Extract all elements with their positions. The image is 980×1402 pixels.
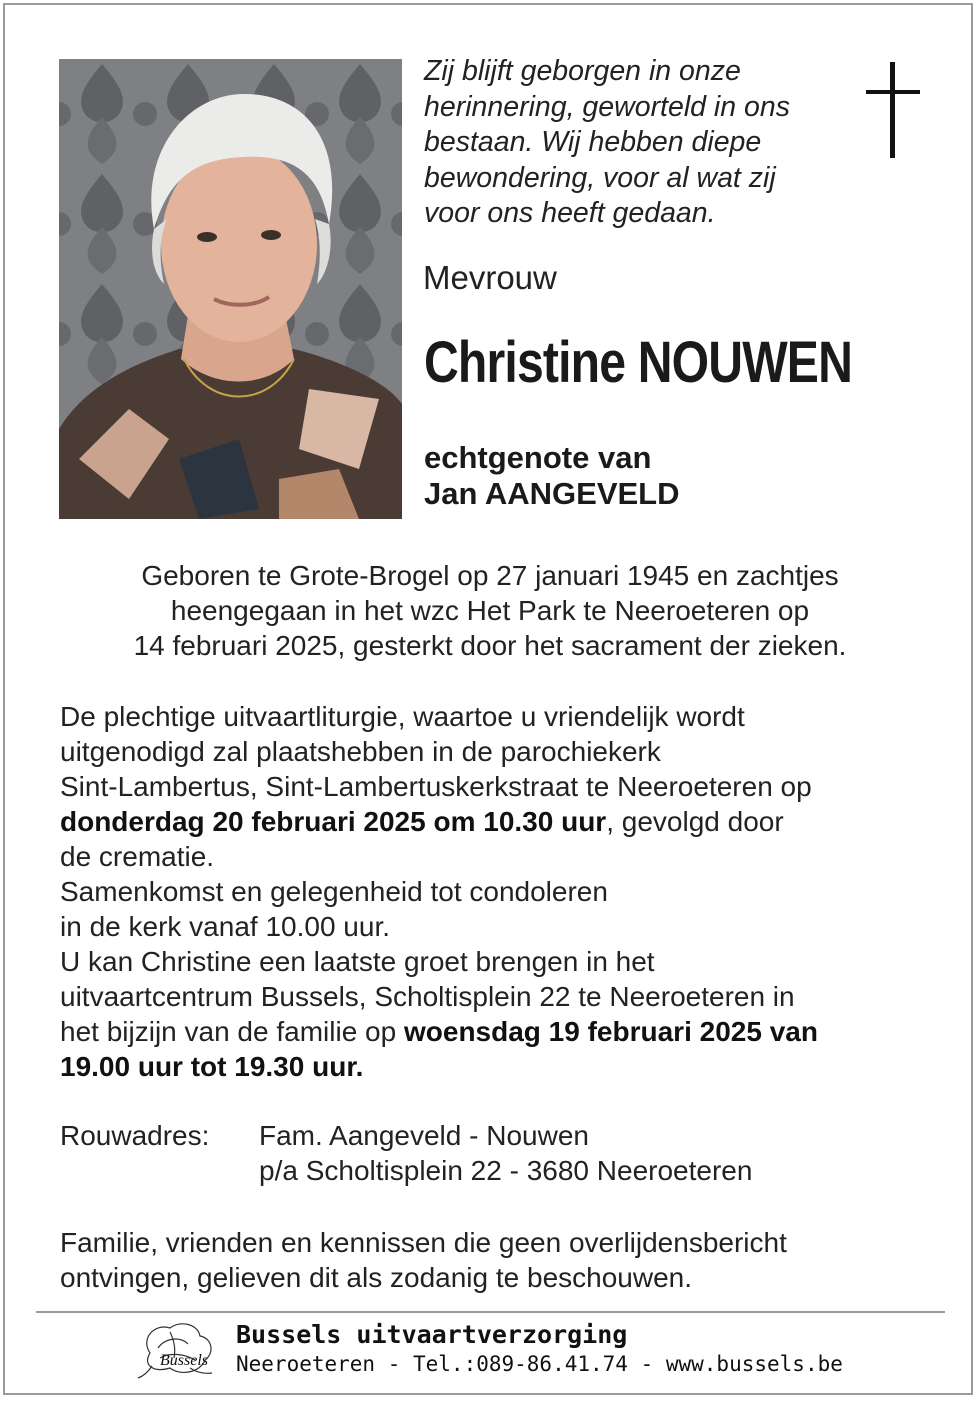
ceremony-text: het bijzijn van de familie op [60, 1016, 404, 1047]
rouwadres-label: Rouwadres: [60, 1120, 210, 1151]
family-note-line: Familie, vrienden en kennissen die geen overlijdensbericht [60, 1227, 787, 1258]
family-note [60, 1225, 940, 1295]
ceremony-line: de crematie. [60, 841, 215, 872]
quote-line: Zij blijft geborgen in onze [424, 55, 741, 87]
portrait-photo [59, 59, 402, 519]
ceremony-line: uitgenodigd zal plaatshebben in de parochiekerk [60, 736, 661, 767]
quote-line: herinnering, geworteld in ons [424, 90, 790, 123]
salutation: Mevrouw [423, 259, 557, 296]
quote-line: bewondering, voor al wat zij [424, 161, 776, 194]
ceremony-line: Samenkomst en gelegenheid tot condoleren [60, 876, 608, 907]
funeral-date: donderdag 20 februari 2025 om 10.30 uur [60, 806, 607, 837]
ceremony-line: uitvaartcentrum Bussels, Scholtisplein 22 te Neeroeteren in [60, 981, 795, 1012]
spouse-info [424, 440, 680, 512]
ceremony-info [60, 699, 940, 1084]
rouwadres-address [259, 1118, 752, 1188]
birth-death-info [60, 558, 920, 663]
memorial-quote [424, 54, 844, 232]
ceremony-text: , gevolgd door [606, 806, 784, 837]
ceremony-line [60, 1014, 940, 1049]
birth-line: heengegaan in het wzc Het Park te Neeroeteren op [170, 595, 810, 626]
address-line: Fam. Aangeveld - Nouwen [259, 1120, 589, 1151]
address-line: p/a Scholtisplein 22 - 3680 Neeroeteren [259, 1155, 753, 1186]
family-note-line: ontvingen, gelieven dit als zodanig te beschouwen. [60, 1262, 692, 1293]
deceased-name: Christine NOUWEN [424, 330, 853, 395]
logo-text: Bussels [160, 1352, 208, 1369]
footer [236, 1320, 843, 1378]
ceremony-line: in de kerk vanaf 10.00 uur. [60, 911, 390, 942]
birth-line: 14 februari 2025, gesterkt door het sacrament der zieken. [133, 630, 847, 661]
quote-line: bestaan. Wij hebben diepe [424, 126, 762, 158]
ceremony-line [60, 1049, 940, 1084]
ceremony-line [60, 804, 940, 839]
spouse-relation: echtgenote van [424, 440, 652, 475]
spouse-name: Jan AANGEVELD [424, 476, 680, 511]
cross-icon [862, 62, 924, 162]
birth-line: Geboren te Grote-Brogel op 27 januari 1945 en zachtjes [141, 560, 839, 591]
company-name: Bussels uitvaartverzorging [236, 1320, 628, 1349]
ceremony-line: Sint-Lambertus, Sint-Lambertuskerkstraat te Neeroeteren op [60, 771, 812, 802]
ceremony-line: De plechtige uitvaartliturgie, waartoe u vriendelijk wordt [60, 701, 745, 732]
company-contact: Neeroeteren - Tel.:089-86.41.74 - www.bussels.be [236, 1352, 843, 1376]
visit-date: woensdag 19 februari 2025 van [403, 1016, 818, 1047]
visit-time: 19.00 uur tot 19.30 uur. [60, 1051, 364, 1082]
quote-line: voor ons heeft gedaan. [424, 197, 716, 229]
ceremony-line: U kan Christine een laatste groet brengen in het [60, 946, 655, 977]
footer-divider [36, 1311, 945, 1313]
bussels-logo [130, 1318, 225, 1380]
